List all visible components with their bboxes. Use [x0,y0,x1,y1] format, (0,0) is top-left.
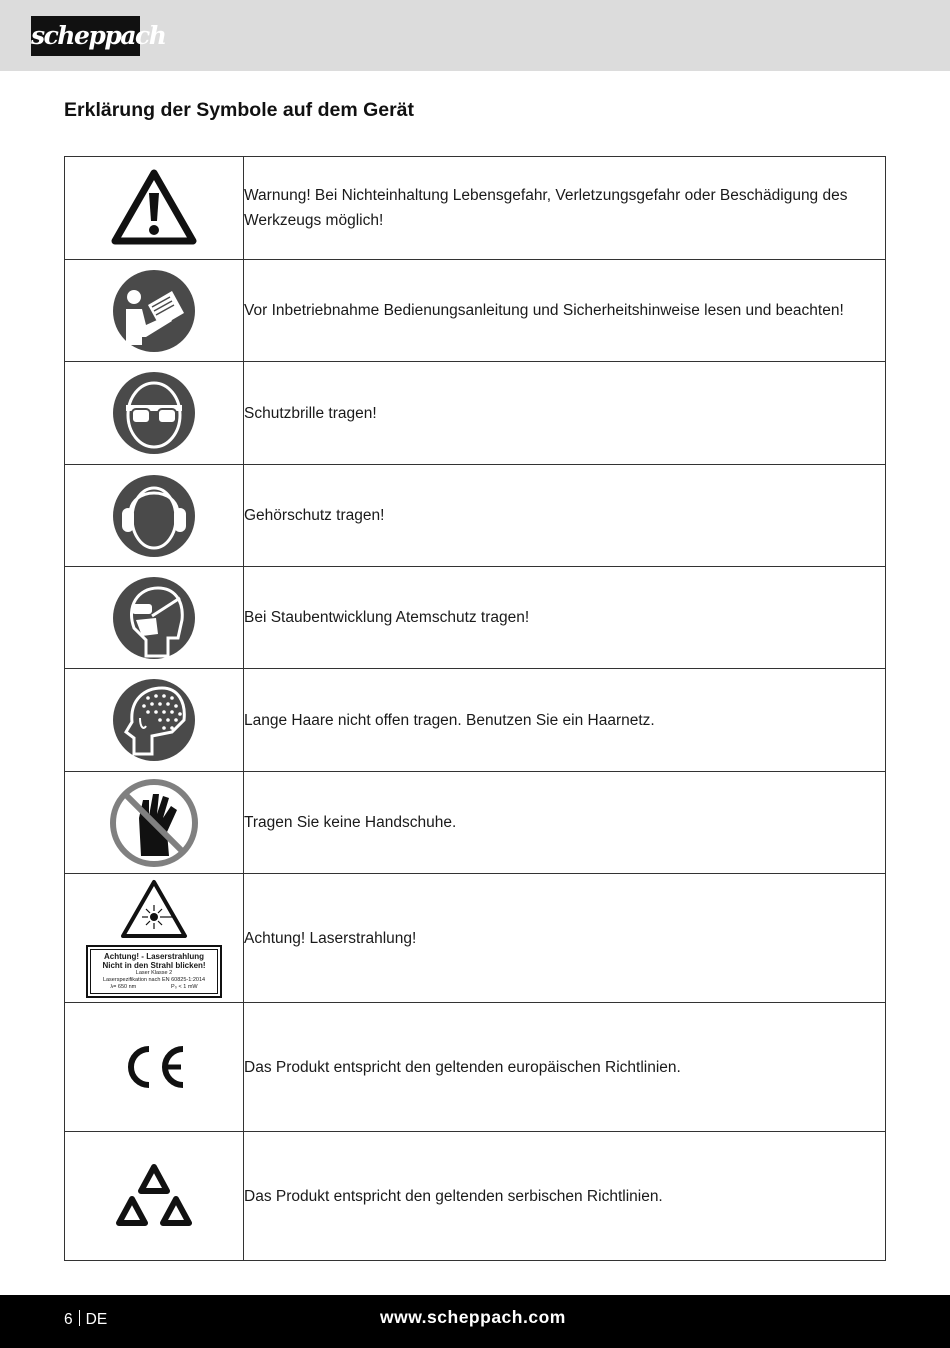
symbol-description: Vor Inbetriebnahme Bedienungsanleitung und Sicherheitshinweise lesen und beachten! [244,260,886,362]
scheppach-logo: scheppach [31,16,140,56]
page-title: Erklärung der Symbole auf dem Gerät [64,99,415,121]
laser-label-line: Laserspezifikation nach EN 60825-1:2014 [102,976,206,983]
table-row [65,772,886,874]
table-row [65,157,886,260]
page-number: 6 [64,1311,73,1328]
symbol-description: Schutzbrille tragen! [244,362,886,465]
laser-label-line: Laser Klasse 2 [135,969,173,976]
top-bar [0,0,950,71]
warning-triangle-icon [65,157,244,260]
serbian-conformity-icon [65,1132,244,1261]
table-row [65,260,886,362]
table-row [65,1003,886,1132]
symbol-table [64,156,886,1261]
symbol-description: Lange Haare nicht offen tragen. Benutzen Sie ein Haarnetz. [244,669,886,772]
laser-power: P₀ < 1 mW [171,983,198,990]
laser-wavelength: λ= 650 nm [110,983,137,990]
laser-label-line: Achtung! - Laserstrahlung [103,951,204,961]
symbol-description: Gehörschutz tragen! [244,465,886,567]
page-indicator [64,1310,107,1329]
safety-goggles-icon [65,362,244,465]
symbol-description: Achtung! Laserstrahlung! [244,874,886,1003]
table-row [65,669,886,772]
table-row [65,465,886,567]
laser-label-line: Nicht in den Strahl blicken! [102,960,206,970]
respirator-mask-icon [65,567,244,669]
symbol-description: Das Produkt entspricht den geltenden europäischen Richtlinien. [244,1003,886,1132]
table-row [65,1132,886,1261]
table-row [65,567,886,669]
symbol-description: Das Produkt entspricht den geltenden serbischen Richtlinien. [244,1132,886,1261]
divider [79,1310,80,1326]
laser-info-label [86,945,222,998]
ce-mark-icon [65,1003,244,1132]
no-gloves-icon [65,772,244,874]
symbol-description: Tragen Sie keine Handschuhe. [244,772,886,874]
table-row [65,874,886,1003]
symbol-description: Bei Staubentwicklung Atemschutz tragen! [244,567,886,669]
website-url: www.scheppach.com [380,1307,566,1327]
hairnet-icon [65,669,244,772]
footer-bar [0,1295,950,1348]
language-code: DE [85,1311,108,1328]
laser-warning-icon [65,874,244,1003]
symbol-description: Warnung! Bei Nichteinhaltung Lebensgefahr, Verletzungsgefahr oder Beschädigung des Werkzeugs möglich! [244,157,886,260]
read-manual-icon [65,260,244,362]
table-row [65,362,886,465]
ear-protection-icon [65,465,244,567]
